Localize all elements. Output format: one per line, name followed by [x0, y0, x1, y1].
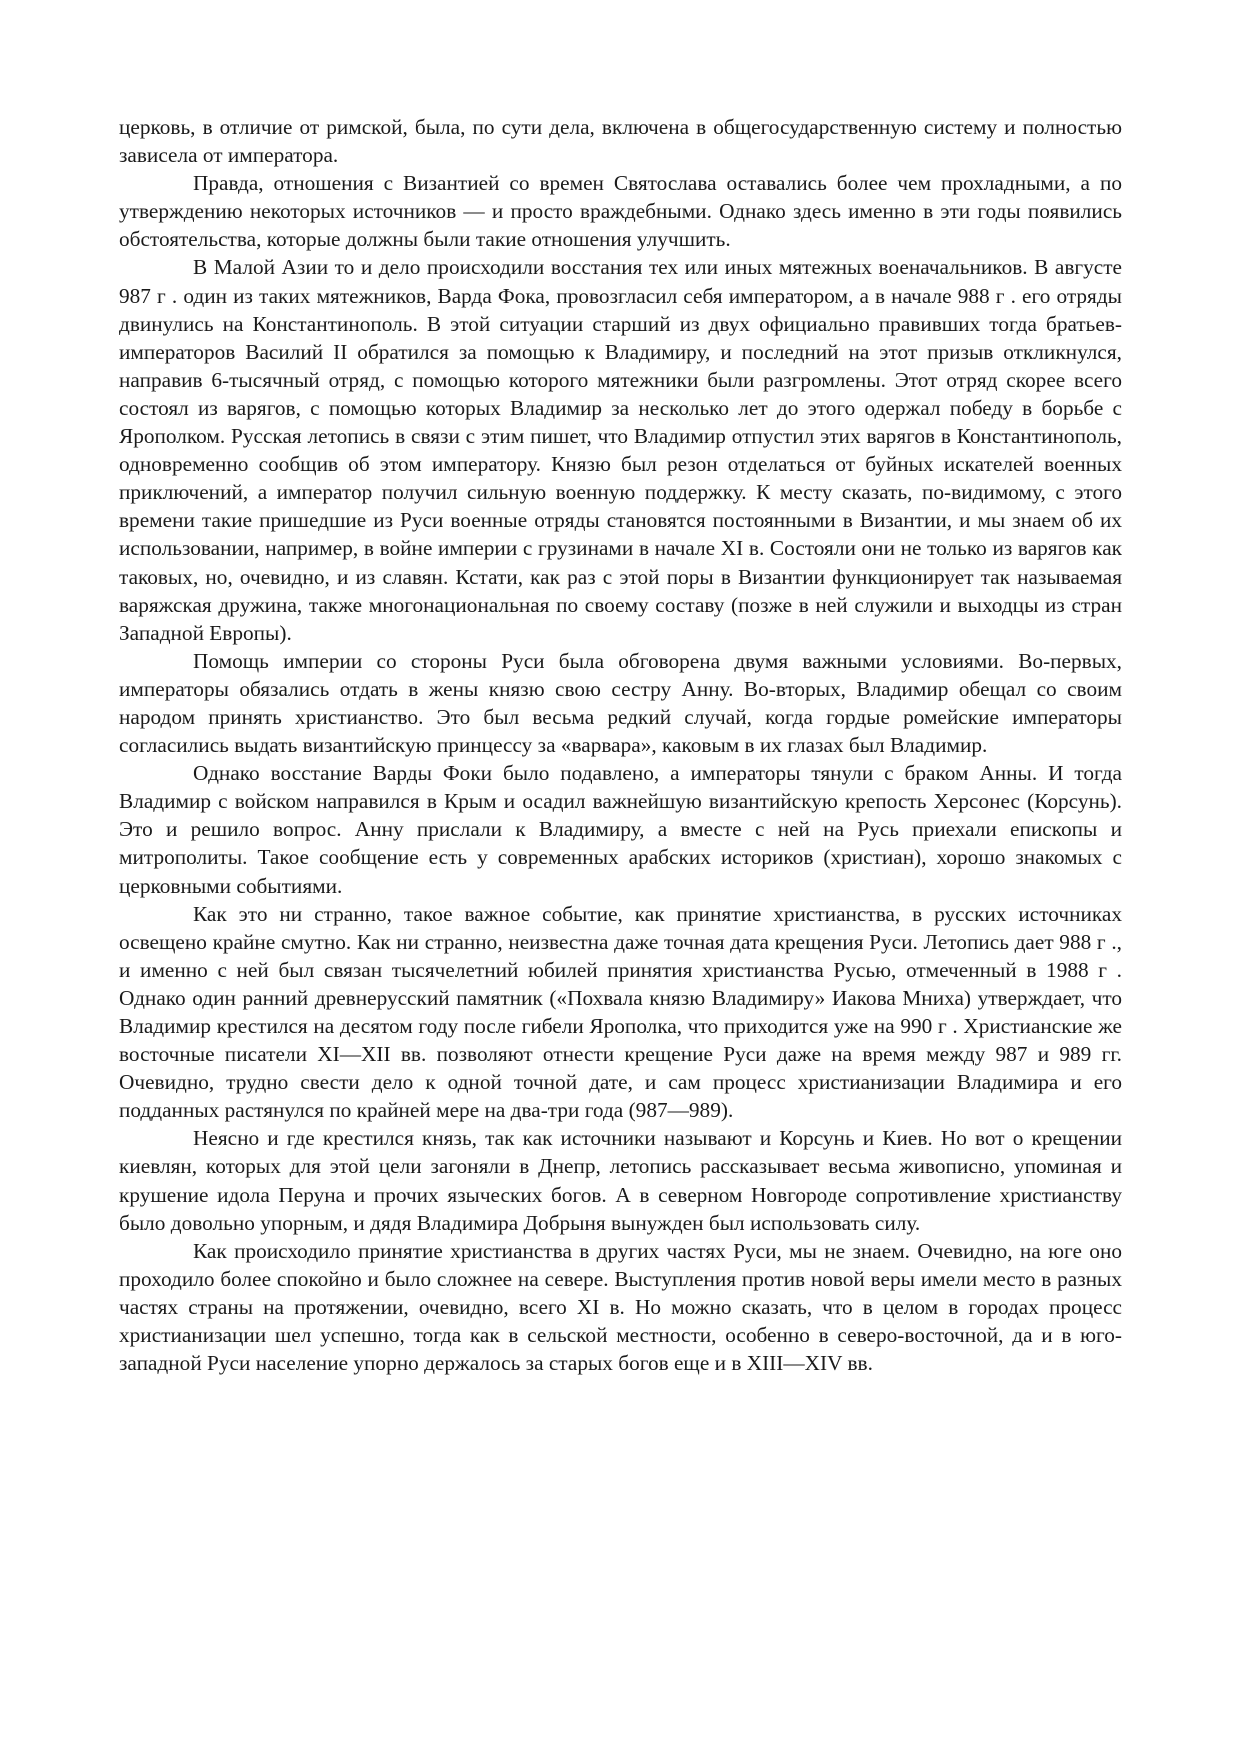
paragraph-siege-of-chersonesos: Однако восстание Варды Фоки было подавлено, а императоры тянули с браком Анны. И тогда Владимир с войском направился в Крым и осадил важнейшую византийскую крепость Херсонес (Корсунь). Это и решило вопрос. Анну прислали к Владимиру, а вместе с ней на Русь приехали епископы и митрополиты. Такое сообщение есть у современных арабских историков (христиан), хорошо знакомых с церковными событиями.: [119, 761, 1122, 898]
paragraph-relations-with-byzantium: Правда, отношения с Византией со времен Святослава оставались более чем прохладными, а по утверждению некоторых источников — и просто враждебными. Однако здесь именно в эти годы появились обстоятельства, которые должны были такие отношения улучшить.: [119, 171, 1122, 252]
paragraph-christianization-other-regions: Как происходило принятие христианства в других частях Руси, мы не знаем. Очевидно, на юге оно проходило более спокойно и было сложнее на севере. Выступления против новой веры имели место в разных частях страны на протяжении, очевидно, всего XI в. Но можно сказать, что в целом в городах процесс христианизации шел успешно, тогда как в сельской местности, особенно в северо-восточной, да и в юго-западной Руси население упорно держалось за старых богов еще и в XIII—XIV вв.: [119, 1238, 1122, 1376]
paragraph-date-of-baptism: Как это ни странно, такое важное событие, как принятие христианства, в русских источниках освещено крайне смутно. Как ни странно, неизвестна даже точная дата крещения Руси. Летопись дает 988 г ., и именно с ней был связан тысячелетний юбилей принятия христианства Русью, отмеченный в 1988 г . Однако один ранний древнерусский памятник («Похвала князю Владимиру» Иакова Мниха) утверждает, что Владимир крестился на десятом году после гибели Ярополка, что приходится уже на 990 г . Христианские же восточные писатели XI—XII вв. позволяют отнести крещение Руси даже на время между 987 и 989 гг. Очевидно, трудно свести дело к одной точной дате, и сам процесс христианизации Владимира и его подданных растянулся по крайней мере на два-три года (987—989).: [119, 901, 1122, 1123]
paragraph-revolt-in-asia-minor: В Малой Азии то и дело происходили восстания тех или иных мятежных военачальников. В августе 987 г . один из таких мятежников, Варда Фока, провозгласил себя императором, а в начале 988 г . его отряды двинулись на Константинополь. В этой ситуации старший из двух официально правивших тогда братьев-императоров Василий II обратился за помощью к Владимиру, и последний на этот призыв откликнулся, направив 6-тысячный отряд, с помощью которого мятежники были разгромлены. Этот отряд скорее всего состоял из варягов, с помощью которых Владимир за несколько лет до этого одержал победу в борьбе с Ярополком. Русская летопись в связи с этим пишет, что Владимир отпустил этих варягов в Константинополь, одновременно сообщив об этом императору. Князю был резон отделаться от буйных искателей военных приключений, а император получил сильную военную поддержку. К месту сказать, по-видимому, с этого времени такие пришедшие из Руси военные отряды становятся постоянными в Византии, и мы знаем об их использовании, например, в войне империи с грузинами в начале XI в. Состояли они не только из варягов как таковых, но, очевидно, и из славян. Кстати, как раз с этой поры в Византии функционирует так называемая варяжская дружина, также многонациональная по своему составу (позже в ней служили и выходцы из стран Западной Европы).: [119, 255, 1122, 645]
document-page: [119, 113, 1122, 1377]
paragraph-conditions-of-help: Помощь империи со стороны Руси была обговорена двумя важными условиями. Во-первых, императоры обязались отдать в жены князю свою сестру Анну. Во-вторых, Владимир обещал со своим народом принять христианство. Это был весьма редкий случай, когда гордые ромейские императоры согласились выдать византийскую принцессу за «варвара», каковым в их глазах был Владимир.: [119, 648, 1122, 758]
paragraph-continuation: церковь, в отличие от римской, была, по сути дела, включена в общегосударственную систему и полностью зависела от императора.: [119, 115, 1122, 168]
paragraph-place-of-baptism: Неясно и где крестился князь, так как источники называют и Корсунь и Киев. Но вот о крещении киевлян, которых для этой цели загоняли в Днепр, летопись рассказывает весьма живописно, упоминая и крушение идола Перуна и прочих языческих богов. А в северном Новгороде сопротивление христианству было довольно упорным, и дядя Владимира Добрыня вынужден был использовать силу.: [119, 1126, 1122, 1235]
